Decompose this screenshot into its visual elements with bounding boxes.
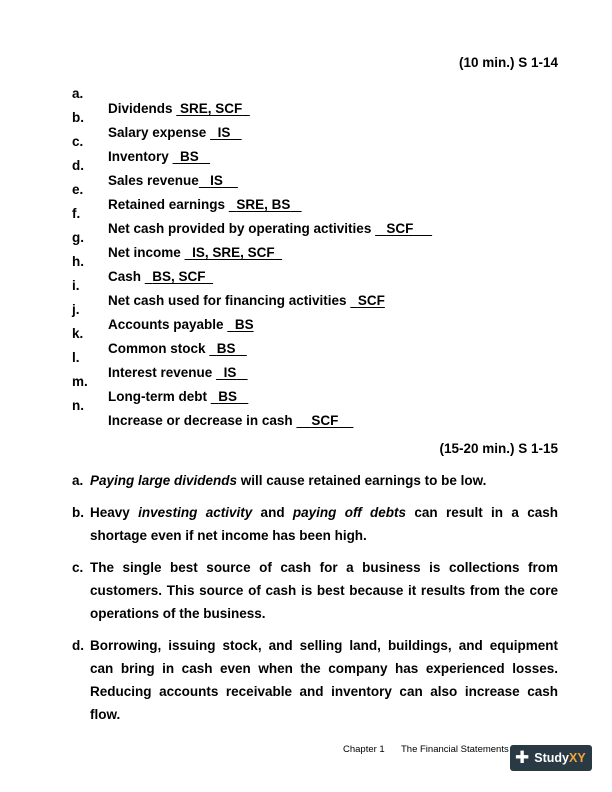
item-letter: d. xyxy=(72,158,84,173)
item-letter: c. xyxy=(72,560,84,575)
s15-header: (15-20 min.) S 1-15 xyxy=(439,441,558,456)
item-label: Net cash provided by operating activities xyxy=(108,221,372,236)
footer-chapter: Chapter 1 xyxy=(343,744,385,755)
item-letter: l. xyxy=(72,350,80,365)
item-label: Net cash used for financing activities xyxy=(108,293,347,308)
item-answer: BS, SCF xyxy=(152,269,206,284)
item-label: Increase or decrease in cash xyxy=(108,413,293,428)
item-letter: g. xyxy=(72,230,84,245)
item-letter: k. xyxy=(72,326,84,341)
answer-paragraph-b: b. Heavy investing activity and paying off debts can result in a cash shortage even if net income has been high. xyxy=(72,501,558,547)
item-letter: c. xyxy=(72,134,84,149)
item-answer: SCF xyxy=(311,413,339,428)
item-answer: SRE, SCF xyxy=(180,101,243,116)
item-label: Retained earnings xyxy=(108,197,226,212)
item-answer: IS, SRE, SCF xyxy=(192,245,275,260)
item-answer: BS xyxy=(234,317,254,332)
item-answer: IS xyxy=(217,125,231,140)
item-label: Sales revenue xyxy=(108,173,199,188)
badge-study: Study xyxy=(534,751,569,765)
item-letter: e. xyxy=(72,182,84,197)
answer-paragraph-d: d. Borrowing, issuing stock, and selling land, buildings, and equipment can bring in cash even when the company has experienced losses. Reducing accounts receivable and inventory can also increase cash flow. xyxy=(72,634,558,726)
item-answer: BS xyxy=(218,389,238,404)
item-letter: n. xyxy=(72,398,84,413)
item-label: Cash xyxy=(108,269,142,284)
item-label: Common stock xyxy=(108,341,206,356)
answer-paragraph-c: c. The single best source of cash for a business is collections from customers. This source of cash is best because it results from the core operations of the business. xyxy=(72,556,558,625)
studyxy-badge[interactable] xyxy=(510,745,592,771)
footer-title: The Financial Statements xyxy=(401,744,509,755)
item-letter: b. xyxy=(72,110,84,125)
item-answer: BS xyxy=(216,341,236,356)
item-label: Interest revenue xyxy=(108,365,213,380)
item-label: Inventory xyxy=(108,149,169,164)
item-label: Dividends xyxy=(108,101,173,116)
item-answer: IS xyxy=(210,173,223,188)
item-letter: b. xyxy=(72,505,84,520)
item-answer: BS xyxy=(180,149,199,164)
item-answer: IS xyxy=(223,365,237,380)
emphasis: investing activity xyxy=(138,505,253,520)
item-label: Accounts payable xyxy=(108,317,224,332)
item-letter: d. xyxy=(72,638,84,653)
item-label: Salary expense xyxy=(108,125,207,140)
s14-header: (10 min.) S 1-14 xyxy=(458,55,558,70)
answer-paragraph-a: a. Paying large dividends will cause retained earnings to be low. xyxy=(72,469,558,492)
item-answer: SCF xyxy=(357,293,385,308)
emphasis: Paying large dividends xyxy=(90,473,238,488)
item-letter: h. xyxy=(72,254,84,269)
plus-icon: ✚ xyxy=(515,748,530,767)
emphasis: paying off debts xyxy=(292,505,407,520)
badge-xy: XY xyxy=(568,751,586,765)
item-letter: f. xyxy=(72,206,81,221)
item-label: Net income xyxy=(108,245,181,260)
item-letter: a. xyxy=(72,86,84,101)
item-letter: j. xyxy=(72,302,80,317)
item-answer: SCF xyxy=(386,221,414,236)
item-letter: a. xyxy=(72,473,84,488)
item-answer: SRE, BS xyxy=(236,197,291,212)
item-letter: i. xyxy=(72,278,80,293)
item-label: Long-term debt xyxy=(108,389,207,404)
item-letter: m. xyxy=(72,374,88,389)
